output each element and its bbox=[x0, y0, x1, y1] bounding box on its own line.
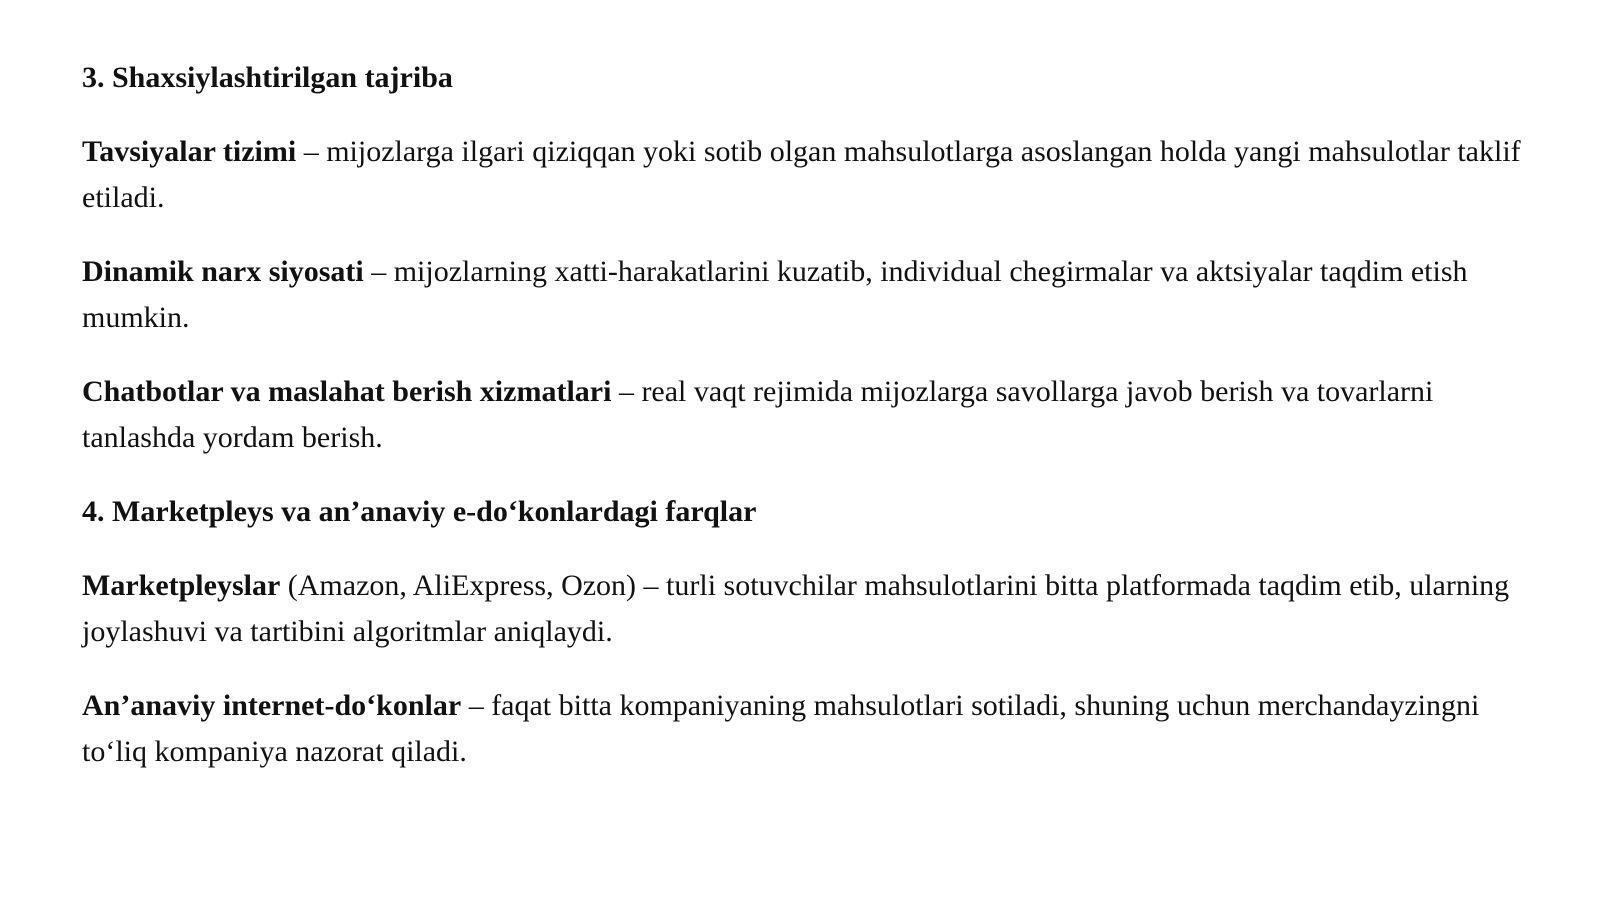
term-recommendation-system: Tavsiyalar tizimi bbox=[82, 135, 297, 168]
paragraph-chatbots bbox=[82, 369, 1540, 461]
section-heading-marketplace-differences: 4. Marketpleys va an’anaviy e-do‘konlardagi farqlar bbox=[82, 495, 757, 528]
term-traditional-stores: An’anaviy internet-do‘konlar bbox=[82, 689, 462, 722]
section-heading-personalized-experience: 3. Shaxsiylashtirilgan tajriba bbox=[82, 61, 453, 94]
description-recommendation-system: – mijozlarga ilgari qiziqqan yoki sotib olgan mahsulotlarga asoslangan holda yangi mahsulotlar taklif etiladi. bbox=[82, 135, 1521, 214]
paragraph-traditional-stores bbox=[82, 683, 1540, 775]
paragraph-dynamic-pricing bbox=[82, 249, 1540, 341]
description-dynamic-pricing: – mijozlarning xatti-harakatlarini kuzatib, individual chegirmalar va aktsiyalar taqdim etish mumkin. bbox=[82, 255, 1468, 334]
term-chatbots: Chatbotlar va maslahat berish xizmatlari bbox=[82, 375, 612, 408]
description-chatbots: – real vaqt rejimida mijozlarga savollarga javob berish va tovarlarni tanlashda yordam berish. bbox=[82, 375, 1434, 454]
paragraph-marketplaces bbox=[82, 563, 1540, 655]
term-dynamic-pricing: Dinamik narx siyosati bbox=[82, 255, 364, 288]
term-marketplaces: Marketpleyslar bbox=[82, 569, 281, 602]
description-marketplaces: (Amazon, AliExpress, Ozon) – turli sotuvchilar mahsulotlarini bitta platformada taqdim etib, ularning joylashuvi va tartibini algoritmlar aniqlaydi. bbox=[82, 569, 1510, 648]
description-traditional-stores: – faqat bitta kompaniyaning mahsulotlari sotiladi, shuning uchun merchandayzingni to‘liq kompaniya nazorat qiladi. bbox=[82, 689, 1480, 768]
paragraph-recommendation-system bbox=[82, 129, 1540, 221]
